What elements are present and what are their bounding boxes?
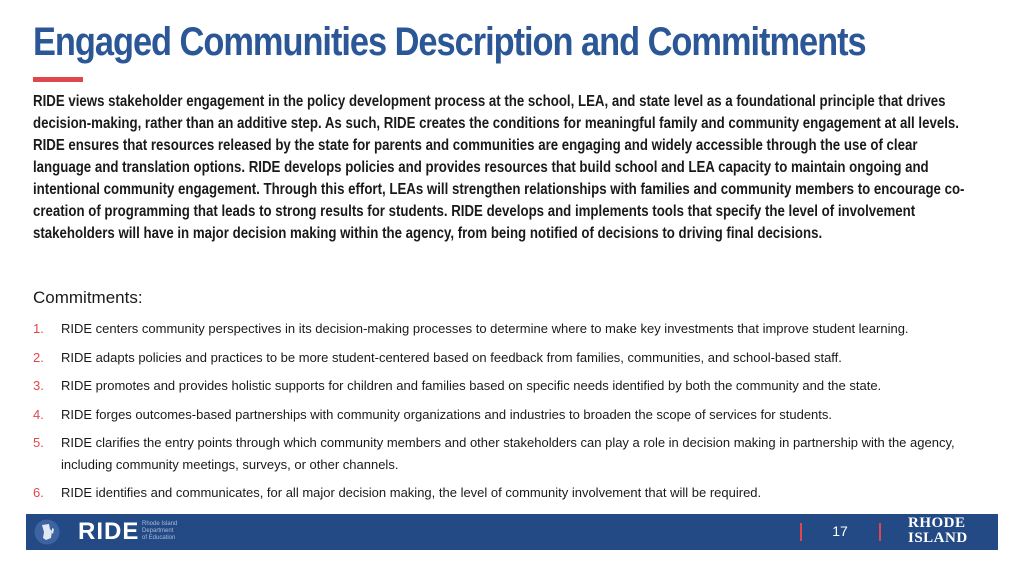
list-text: RIDE adapts policies and practices to be more student-centered based on feedback from families, communities, and school-based staff. xyxy=(61,349,842,365)
list-text: RIDE forges outcomes-based partnerships with community organizations and industries to broaden the scope of services for students. xyxy=(61,406,833,422)
list-text: RIDE promotes and provides holistic supports for children and families based on specific needs identified by both the community and the state. xyxy=(61,378,882,393)
list-text: RIDE clarifies the entry points through which community members and other stakeholders can play a role in decision making in partnership with the agency, including community meetings, surveys, or other channels. xyxy=(61,435,955,472)
ride-sub-line: Rhode Island xyxy=(142,521,178,527)
ride-sub-line: Department xyxy=(142,528,174,534)
list-number: 1. xyxy=(33,321,44,336)
commitments-heading: Commitments: xyxy=(33,288,143,307)
commitments-list xyxy=(33,318,993,511)
ri-logo-line: RHODE xyxy=(908,515,966,531)
rhode-island-state-icon xyxy=(34,519,60,545)
list-item xyxy=(33,318,993,340)
list-number: 4. xyxy=(33,406,44,422)
title-accent-bar xyxy=(33,77,83,82)
list-number: 5. xyxy=(33,435,44,450)
list-item xyxy=(33,482,993,504)
list-item xyxy=(33,375,993,397)
list-number: 2. xyxy=(33,349,44,365)
footer-bar xyxy=(26,514,998,550)
ride-logo: RIDE xyxy=(78,518,140,545)
page-title: Engaged Communities Description and Commitments xyxy=(33,20,866,64)
ri-logo-line: ISLAND xyxy=(908,530,968,546)
list-number: 3. xyxy=(33,378,44,393)
footer-separator xyxy=(800,523,802,541)
list-item xyxy=(33,432,993,475)
intro-paragraph: RIDE views stakeholder engagement in the policy development process at the school, LEA, and state level as a foundational principle that drives decision-making, rather than an additive step. As such, RIDE creates the conditions for meaningful family and community engagement at all levels. RIDE ensures that resources released by the state for parents and communities are engaging and widely accessible through the use of clear language and translation options. RIDE develops policies and provides resources that build school and LEA capacity to maintain ongoing and intentional community engagement. Through this effort, LEAs will strengthen relationships with families and community members to encourage co-creation of programming that leads to strong results for students. RIDE develops and implements tools that specify the level of involvement stakeholders will have in major decision making within the agency, from being notified of decisions to driving final decisions. xyxy=(33,93,965,242)
list-number: 6. xyxy=(33,485,44,500)
list-text: RIDE identifies and communicates, for all major decision making, the level of community involvement that will be required. xyxy=(61,485,762,500)
list-item xyxy=(33,404,993,426)
ride-logo-subtext xyxy=(142,521,222,542)
ride-sub-line: of Education xyxy=(142,535,176,541)
page-number: 17 xyxy=(832,523,848,539)
rhode-island-logo xyxy=(908,516,968,546)
footer-separator xyxy=(879,523,881,541)
list-text: RIDE centers community perspectives in its decision-making processes to determine where to make key investments that improve student learning. xyxy=(61,321,909,336)
list-item xyxy=(33,347,993,369)
